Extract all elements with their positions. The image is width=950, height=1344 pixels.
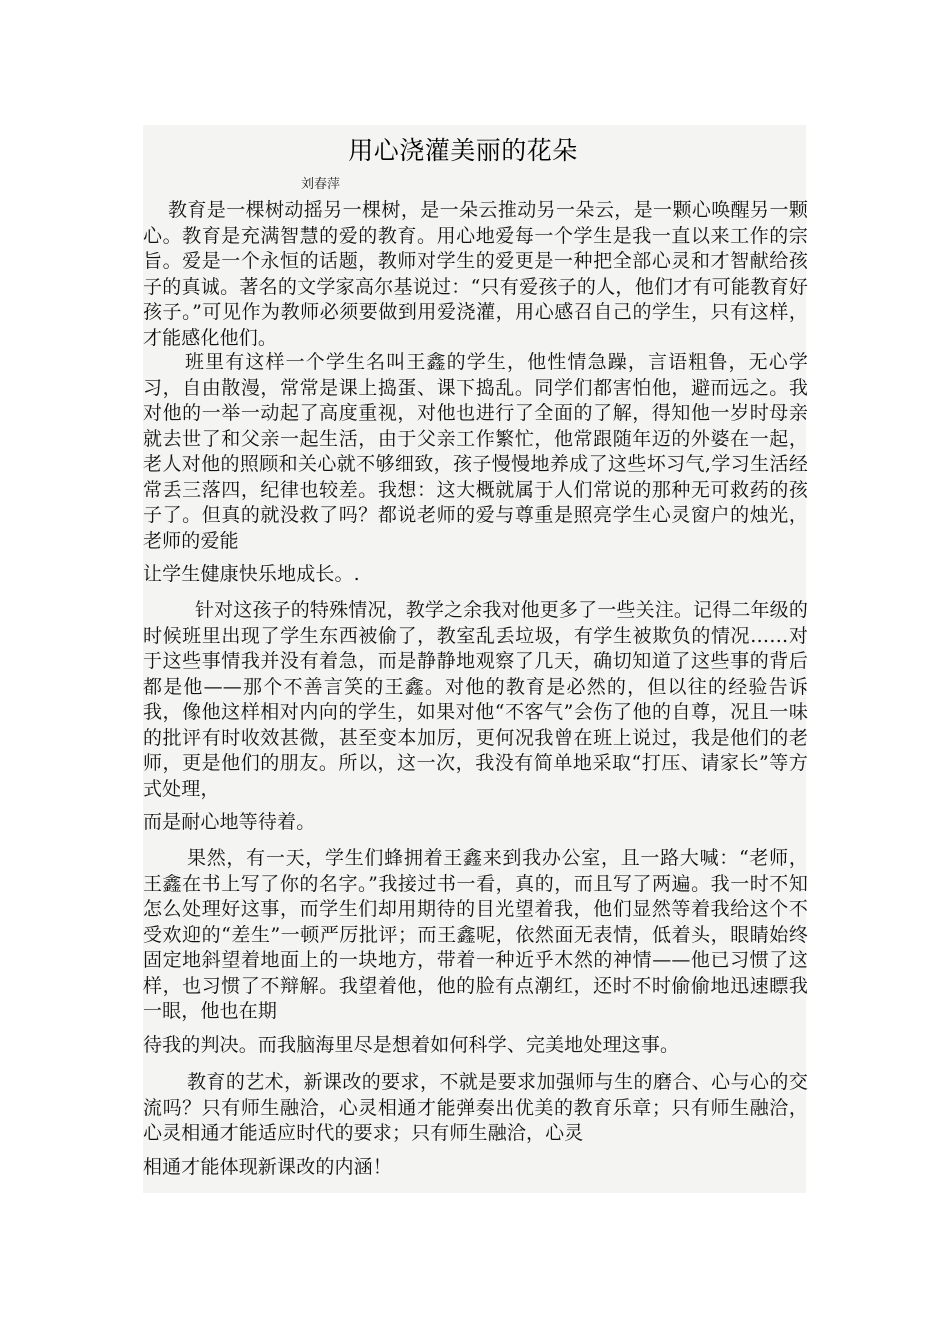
paragraph-1-body: 教育是一棵树动摇另一棵树，是一朵云推动另一朵云，是一颗心唤醒另一颗心。教育是充满智慧的爱的教育。用心地爱每一个学生是我一直以来工作的宗旨。爱是一个永恒的话题，教师对学生的爱更是一种把全部心灵和才智献给孩子的真诚。著名的文学家高尔基说过：“只有爱孩子的人，他们才有可能教育好孩子。”可见作为教师必须要做到用爱浇灌，用心感召自己的学生，只有这样，才能感化他们。 — [143, 199, 808, 349]
paragraph-3-body: 针对这孩子的特殊情况，教学之余我对他更多了一些关注。记得二年级的时候班里出现了学生东西被偷了，教室乱丢垃圾，有学生被欺负的情况……对于这些事情我并没有着急，而是静静地观察了几天，确切知道了这些事的背后都是他——那个不善言笑的王鑫。对他的教育是必然的，但以往的经验告诉我，像他这样相对内向的学生，如果对他“不客气”会伤了他的自尊，况且一味的批评有时收效甚微，甚至变本加厉，更何况我曾在班上说过，我是他们的老师，更是他们的朋友。所以，这一次，我没有简单地采取“打压、请家长”等方式处理， — [143, 599, 808, 800]
author-name: 刘春萍 — [301, 177, 341, 192]
paragraph-2 — [143, 350, 808, 588]
paragraph-3 — [143, 598, 808, 836]
paragraph-2-tail: 让学生健康快乐地成长。. — [143, 563, 360, 585]
article-title: 用心浇灌美丽的花朵 — [348, 136, 578, 165]
paragraph-4-body: 果然，有一天，学生们蜂拥着王鑫来到我办公室，且一路大喊：“老师，王鑫在书上写了你的名字。”我接过书一看，真的，而且写了两遍。我一时不知怎么处理好这事，而学生们却用期待的目光望着我，他们显然等着我给这个不受欢迎的“差生”一顿严厉批评；而王鑫呢，依然面无表情，低着头，眼睛始终固定地斜望着地面上的一块地方，带着一种近乎木然的神情——他已习惯了这样，也习惯了不辩解。我望着他，他的脸有点潮红，还时不时偷偷地迅速瞟我一眼，他也在期 — [143, 847, 808, 1022]
paragraph-1 — [143, 198, 808, 351]
paragraph-5-tail: 相通才能体现新课改的内涵！ — [143, 1155, 392, 1178]
paragraph-3-tail: 而是耐心地等待着。 — [143, 811, 316, 833]
paragraph-4-tail: 待我的判决。而我脑海里尽是想着如何科学、完美地处理这事。 — [143, 1033, 680, 1056]
paragraph-5 — [143, 1070, 808, 1180]
paragraph-4 — [143, 846, 808, 1058]
paragraph-2-body: 班里有这样一个学生名叫王鑫的学生，他性情急躁，言语粗鲁，无心学习，自由散漫，常常是课上捣蛋、课下捣乱。同学们都害怕他，避而远之。我对他的一举一动起了高度重视，对他也进行了全面的了解，得知他一岁时母亲就去世了和父亲一起生活，由于父亲工作繁忙，他常跟随年迈的外婆在一起，老人对他的照顾和关心就不够细致，孩子慢慢地养成了这些坏习气,学习生活经常丢三落四，纪律也较差。我想：这大概就属于人们常说的那种无可救药的孩子了。但真的就没救了吗？都说老师的爱与尊重是照亮学生心灵窗户的烛光，老师的爱能 — [143, 351, 808, 552]
paragraph-5-body: 教育的艺术，新课改的要求，不就是要求加强师与生的磨合、心与心的交流吗？只有师生融洽，心灵相通才能弹奏出优美的教育乐章；只有师生融洽，心灵相通才能适应时代的要求；只有师生融洽，心灵 — [143, 1071, 808, 1144]
